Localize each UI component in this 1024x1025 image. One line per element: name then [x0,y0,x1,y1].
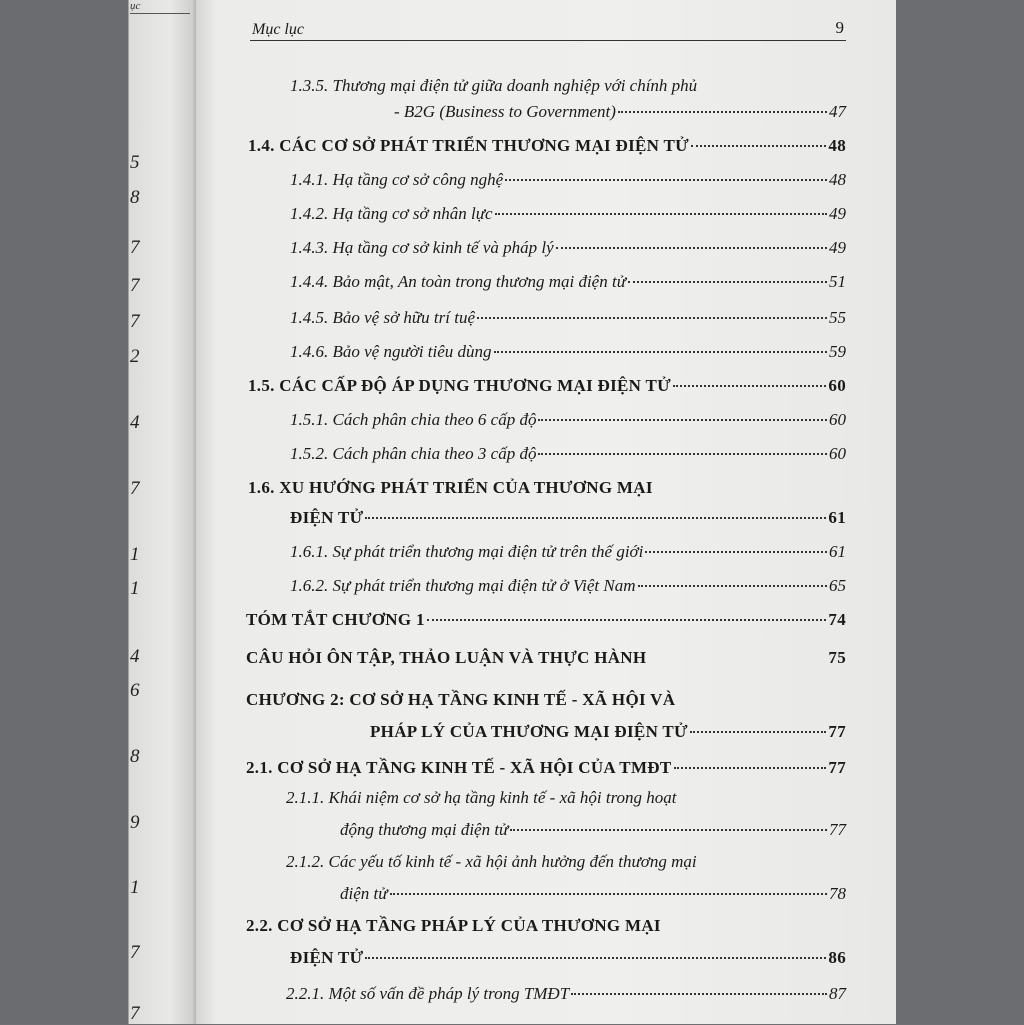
toc-page-number: 61 [829,542,846,561]
toc-chapter [370,718,846,742]
running-header [250,18,846,41]
toc-entry-line: 2.1.1. Khái niệm cơ sở hạ tầng kinh tế - xã hội trong hoạt [286,788,677,807]
previous-page-number: 7 [130,478,140,499]
toc-section [290,944,846,968]
toc-leader-dots [477,300,827,319]
toc-leader-dots [673,368,826,387]
toc-leader-dots [638,568,828,587]
toc-entry-title: 2.2.1. Một số vấn đề pháp lý trong TMĐT [286,984,570,1003]
previous-page-number: 9 [130,812,140,833]
toc-entry-line: 1.3.5. Thương mại điện tử giữa doanh nghiệp với chính phủ [290,76,698,95]
running-header-title: Mục lục [252,21,304,38]
previous-page-number: 7 [130,1003,140,1024]
toc-entry [290,234,846,258]
toc-page-number: 86 [828,948,846,967]
previous-page-number: 8 [130,187,140,208]
toc-section-title: TÓM TẮT CHƯƠNG 1 [246,610,425,629]
toc-page-number: 77 [829,820,846,839]
toc-page-number: 78 [829,884,846,903]
toc-entry [290,572,846,596]
toc-leader-dots [538,436,827,455]
previous-page-number: 7 [130,311,140,332]
toc-entry [290,304,846,328]
toc-leader-dots [494,334,827,353]
toc-leader-dots [365,940,826,959]
toc-page-number: 77 [828,722,846,741]
toc-entry [286,980,846,1004]
toc-entry-title: 1.6.2. Sự phát triển thương mại điện tử ở Việt Nam [290,576,636,595]
toc-leader-dots [390,876,827,895]
toc-leader-dots [618,94,827,113]
toc-page-number: 65 [829,576,846,595]
toc-entry-title: - B2G (Business to Government) [394,102,616,121]
toc-section-title: 2.1. CƠ SỞ HẠ TẦNG KINH TẾ - XÃ HỘI CỦA TMĐT [246,758,672,777]
toc-section-title: ĐIỆN TỬ [290,508,364,527]
toc-entry-title: 1.4.5. Bảo vệ sở hữu trí tuệ [290,308,476,327]
toc-entry [290,268,846,292]
toc-entry [340,816,846,840]
toc-leader-dots [538,402,827,421]
toc-entry-title: 1.4.2. Hạ tầng cơ sở nhân lực [290,204,493,223]
toc-section [248,372,846,396]
toc-leader-dots [645,534,827,553]
toc-entry-title: điện tử [340,884,388,903]
toc-entry-title: động thương mại điện tử [340,820,509,839]
toc-leader-dots [556,230,827,249]
page-number: 9 [835,18,844,37]
toc-entry [290,200,846,224]
toc-leader-dots [495,196,827,215]
background-right [896,0,1024,1024]
toc-section-line: 1.6. XU HƯỚNG PHÁT TRIỂN CỦA THƯƠNG MẠI [248,478,653,497]
toc-entry-title: 1.4.3. Hạ tầng cơ sở kinh tế và pháp lý [290,238,554,257]
toc-entry [340,880,846,904]
toc-page-number: 48 [828,136,846,155]
toc-page-number: 87 [829,984,846,1003]
toc-entry [290,338,846,362]
toc-entry-title: 1.5.2. Cách phân chia theo 3 cấp độ [290,444,537,463]
previous-page-number: 7 [130,237,140,258]
previous-page-header: ục [130,0,141,12]
toc-entry-line: 2.1.2. Các yếu tố kinh tế - xã hội ảnh hưởng đến thương mại [286,852,697,871]
previous-page-number: 7 [130,275,140,296]
toc-page-number: 49 [829,238,846,257]
toc-entry-title: 1.5.1. Cách phân chia theo 6 cấp độ [290,410,537,429]
toc-leader-dots [427,602,827,621]
toc-section [246,644,846,668]
toc-page-number: 60 [829,444,846,463]
toc-section [246,754,846,778]
toc-page-number: 60 [828,376,846,395]
toc-leader-dots [510,812,827,831]
toc-leader-dots [505,162,827,181]
previous-page-number: 1 [130,578,140,599]
toc-section-title: 1.5. CÁC CẤP ĐỘ ÁP DỤNG THƯƠNG MẠI ĐIỆN TỬ [248,376,671,395]
toc-page-number: 48 [829,170,846,189]
toc-entry [290,406,846,430]
toc-page-number: 74 [828,610,846,629]
toc-section [248,132,846,156]
toc-entry [394,98,846,122]
toc-chapter-title: PHÁP LÝ CỦA THƯƠNG MẠI ĐIỆN TỬ [370,722,688,741]
toc-entry [290,166,846,190]
toc-page-number: 55 [829,308,846,327]
previous-page-number: 2 [130,346,140,367]
toc-entry-title: 1.4.6. Bảo vệ người tiêu dùng [290,342,492,361]
toc-entry-title: 1.6.1. Sự phát triển thương mại điện tử trên thế giới [290,542,644,561]
toc-leader-dots [571,976,827,995]
previous-page-number: 1 [130,877,140,898]
toc-page-number: 47 [829,102,846,121]
previous-page-number: 4 [130,646,140,667]
toc-page-number: 51 [829,272,846,291]
previous-page-number: 7 [130,942,140,963]
toc-entry [290,440,846,464]
previous-page-number: 6 [130,680,140,701]
toc-section [290,504,846,528]
toc-section [246,606,846,630]
previous-page-number: 5 [130,152,140,173]
toc-page-number: 77 [828,758,846,777]
toc-section-title: CÂU HỎI ÔN TẬP, THẢO LUẬN VÀ THỰC HÀNH [246,648,647,667]
toc-leader-dots [628,264,827,283]
previous-page-number: 4 [130,412,140,433]
toc-page-number: 49 [829,204,846,223]
toc-entry [290,538,846,562]
toc-page-number: 61 [828,508,846,527]
toc-leader-dots [690,714,827,733]
toc-leader-dots [365,500,826,519]
previous-page-rule [130,13,190,14]
toc-page-number: 60 [829,410,846,429]
toc-page-number: 59 [829,342,846,361]
toc-section-line: 2.2. CƠ SỞ HẠ TẦNG PHÁP LÝ CỦA THƯƠNG MẠI [246,916,661,935]
toc-leader-dots [648,640,826,659]
toc-leader-dots [691,128,826,147]
toc-section-title: ĐIỆN TỬ [290,948,364,967]
previous-page-number: 1 [130,544,140,565]
toc-leader-dots [674,750,827,769]
previous-page-edge [0,0,196,1024]
toc-page-number: 75 [828,648,846,667]
toc-entry-title: 1.4.4. Bảo mật, An toàn trong thương mại điện tử [290,272,626,291]
toc-entry-title: 1.4.1. Hạ tầng cơ sở công nghệ [290,170,504,189]
previous-page-number: 8 [130,746,140,767]
toc-chapter-line: CHƯƠNG 2: CƠ SỞ HẠ TẦNG KINH TẾ - XÃ HỘI VÀ [246,690,676,709]
toc-section-title: 1.4. CÁC CƠ SỞ PHÁT TRIỂN THƯƠNG MẠI ĐIỆN TỬ [248,136,689,155]
